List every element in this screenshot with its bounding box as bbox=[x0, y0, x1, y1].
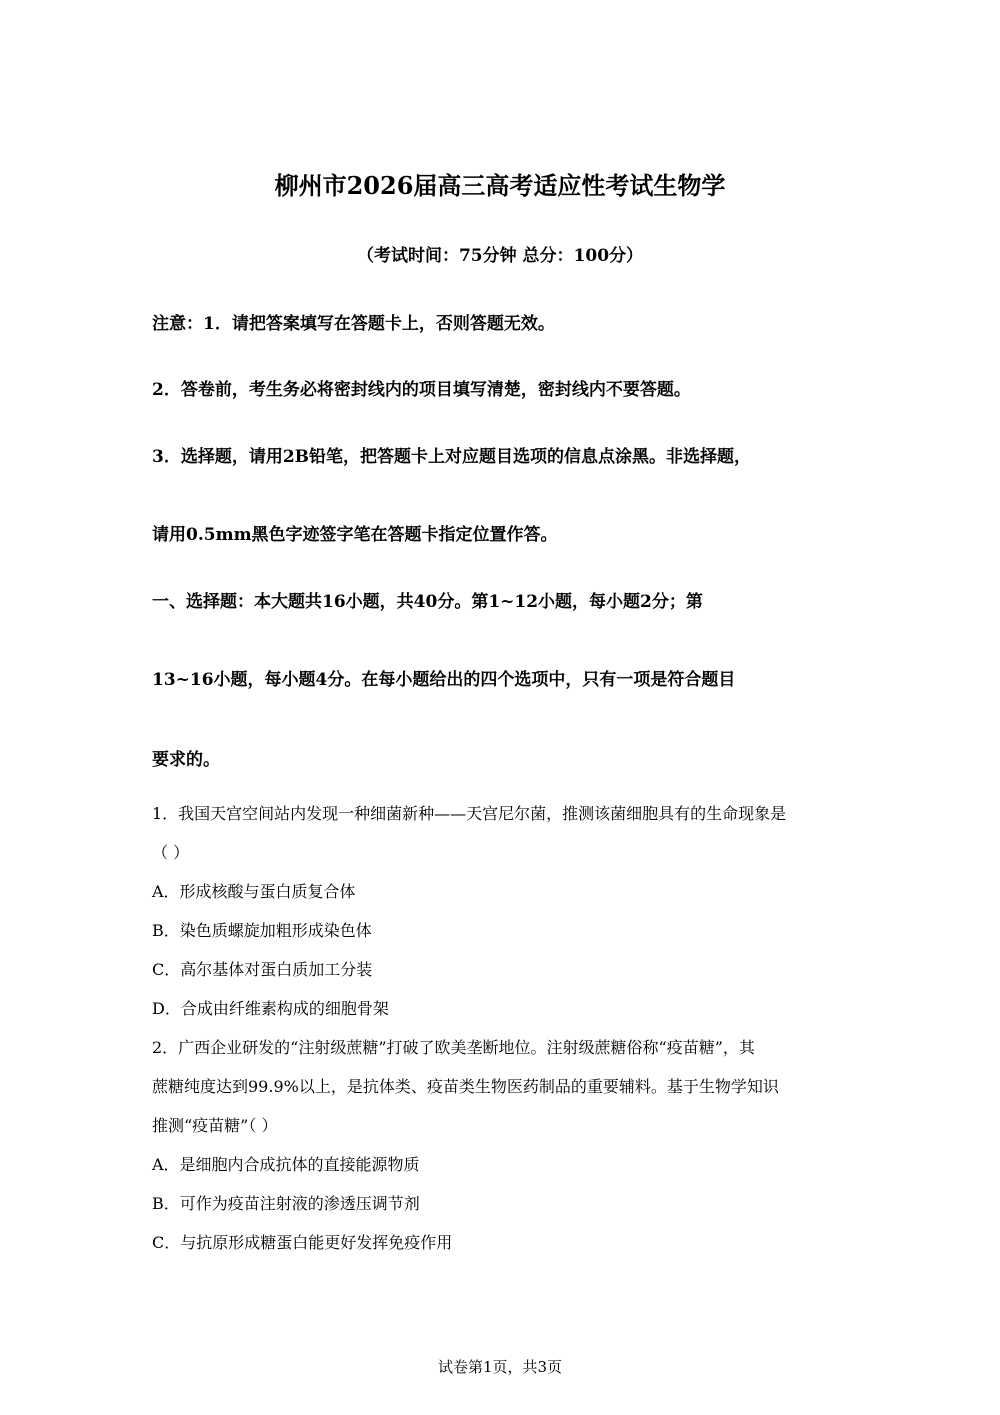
note-line-1: 注意：1．请把答案填写在答题卡上，否则答题无效。 bbox=[152, 314, 555, 334]
question-1-stem-line-2: （ ） bbox=[152, 843, 190, 862]
page-footer: 试卷第1页，共3页 bbox=[437, 1358, 563, 1376]
note-line-4: 请用0.5mm黑色字迹签字笔在答题卡指定位置作答。 bbox=[152, 525, 558, 545]
note-line-3: 3．选择题，请用2B铅笔，把答题卡上对应题目选项的信息点涂黑。非选择题， bbox=[152, 447, 752, 467]
question-2-option-b: B．可作为疫苗注射液的渗透压调节剂 bbox=[152, 1194, 420, 1213]
question-1-option-b: B．染色质螺旋加粗形成染色体 bbox=[152, 921, 372, 940]
section-heading-line-1: 一、选择题：本大题共16小题，共40分。第1~12小题，每小题2分；第 bbox=[152, 592, 703, 612]
section-heading-line-3: 要求的。 bbox=[152, 750, 220, 770]
section-heading-line-2: 13~16小题，每小题4分。在每小题给出的四个选项中，只有一项是符合题目 bbox=[152, 670, 736, 690]
question-1-option-d: D．合成由纤维素构成的细胞骨架 bbox=[152, 999, 389, 1018]
question-2-stem-line-2: 蔗糖纯度达到99.9%以上，是抗体类、疫苗类生物医药制品的重要辅料。基于生物学知识 bbox=[152, 1077, 779, 1096]
question-2-option-a: A．是细胞内合成抗体的直接能源物质 bbox=[152, 1155, 420, 1174]
exam-title: 柳州市2026届高三高考适应性考试生物学 bbox=[274, 171, 726, 200]
question-1-option-a: A．形成核酸与蛋白质复合体 bbox=[152, 882, 356, 901]
question-2-stem-line-1: 2．广西企业研发的“注射级蔗糖”打破了欧美垄断地位。注射级蔗糖俗称“疫苗糖”，其 bbox=[152, 1038, 755, 1057]
question-1-stem-line-1: 1．我国天宫空间站内发现一种细菌新种——天宫尼尔菌，推测该菌细胞具有的生命现象是 bbox=[152, 804, 787, 823]
note-line-2: 2．答卷前，考生务必将密封线内的项目填写清楚，密封线内不要答题。 bbox=[152, 380, 691, 400]
question-2-stem-line-3: 推测“疫苗糖”（ ） bbox=[152, 1116, 278, 1135]
question-1-option-c: C．高尔基体对蛋白质加工分装 bbox=[152, 960, 373, 979]
exam-subtitle: （考试时间：75分钟 总分：100分） bbox=[356, 246, 644, 266]
question-2-option-c: C．与抗原形成糖蛋白能更好发挥免疫作用 bbox=[152, 1233, 453, 1252]
